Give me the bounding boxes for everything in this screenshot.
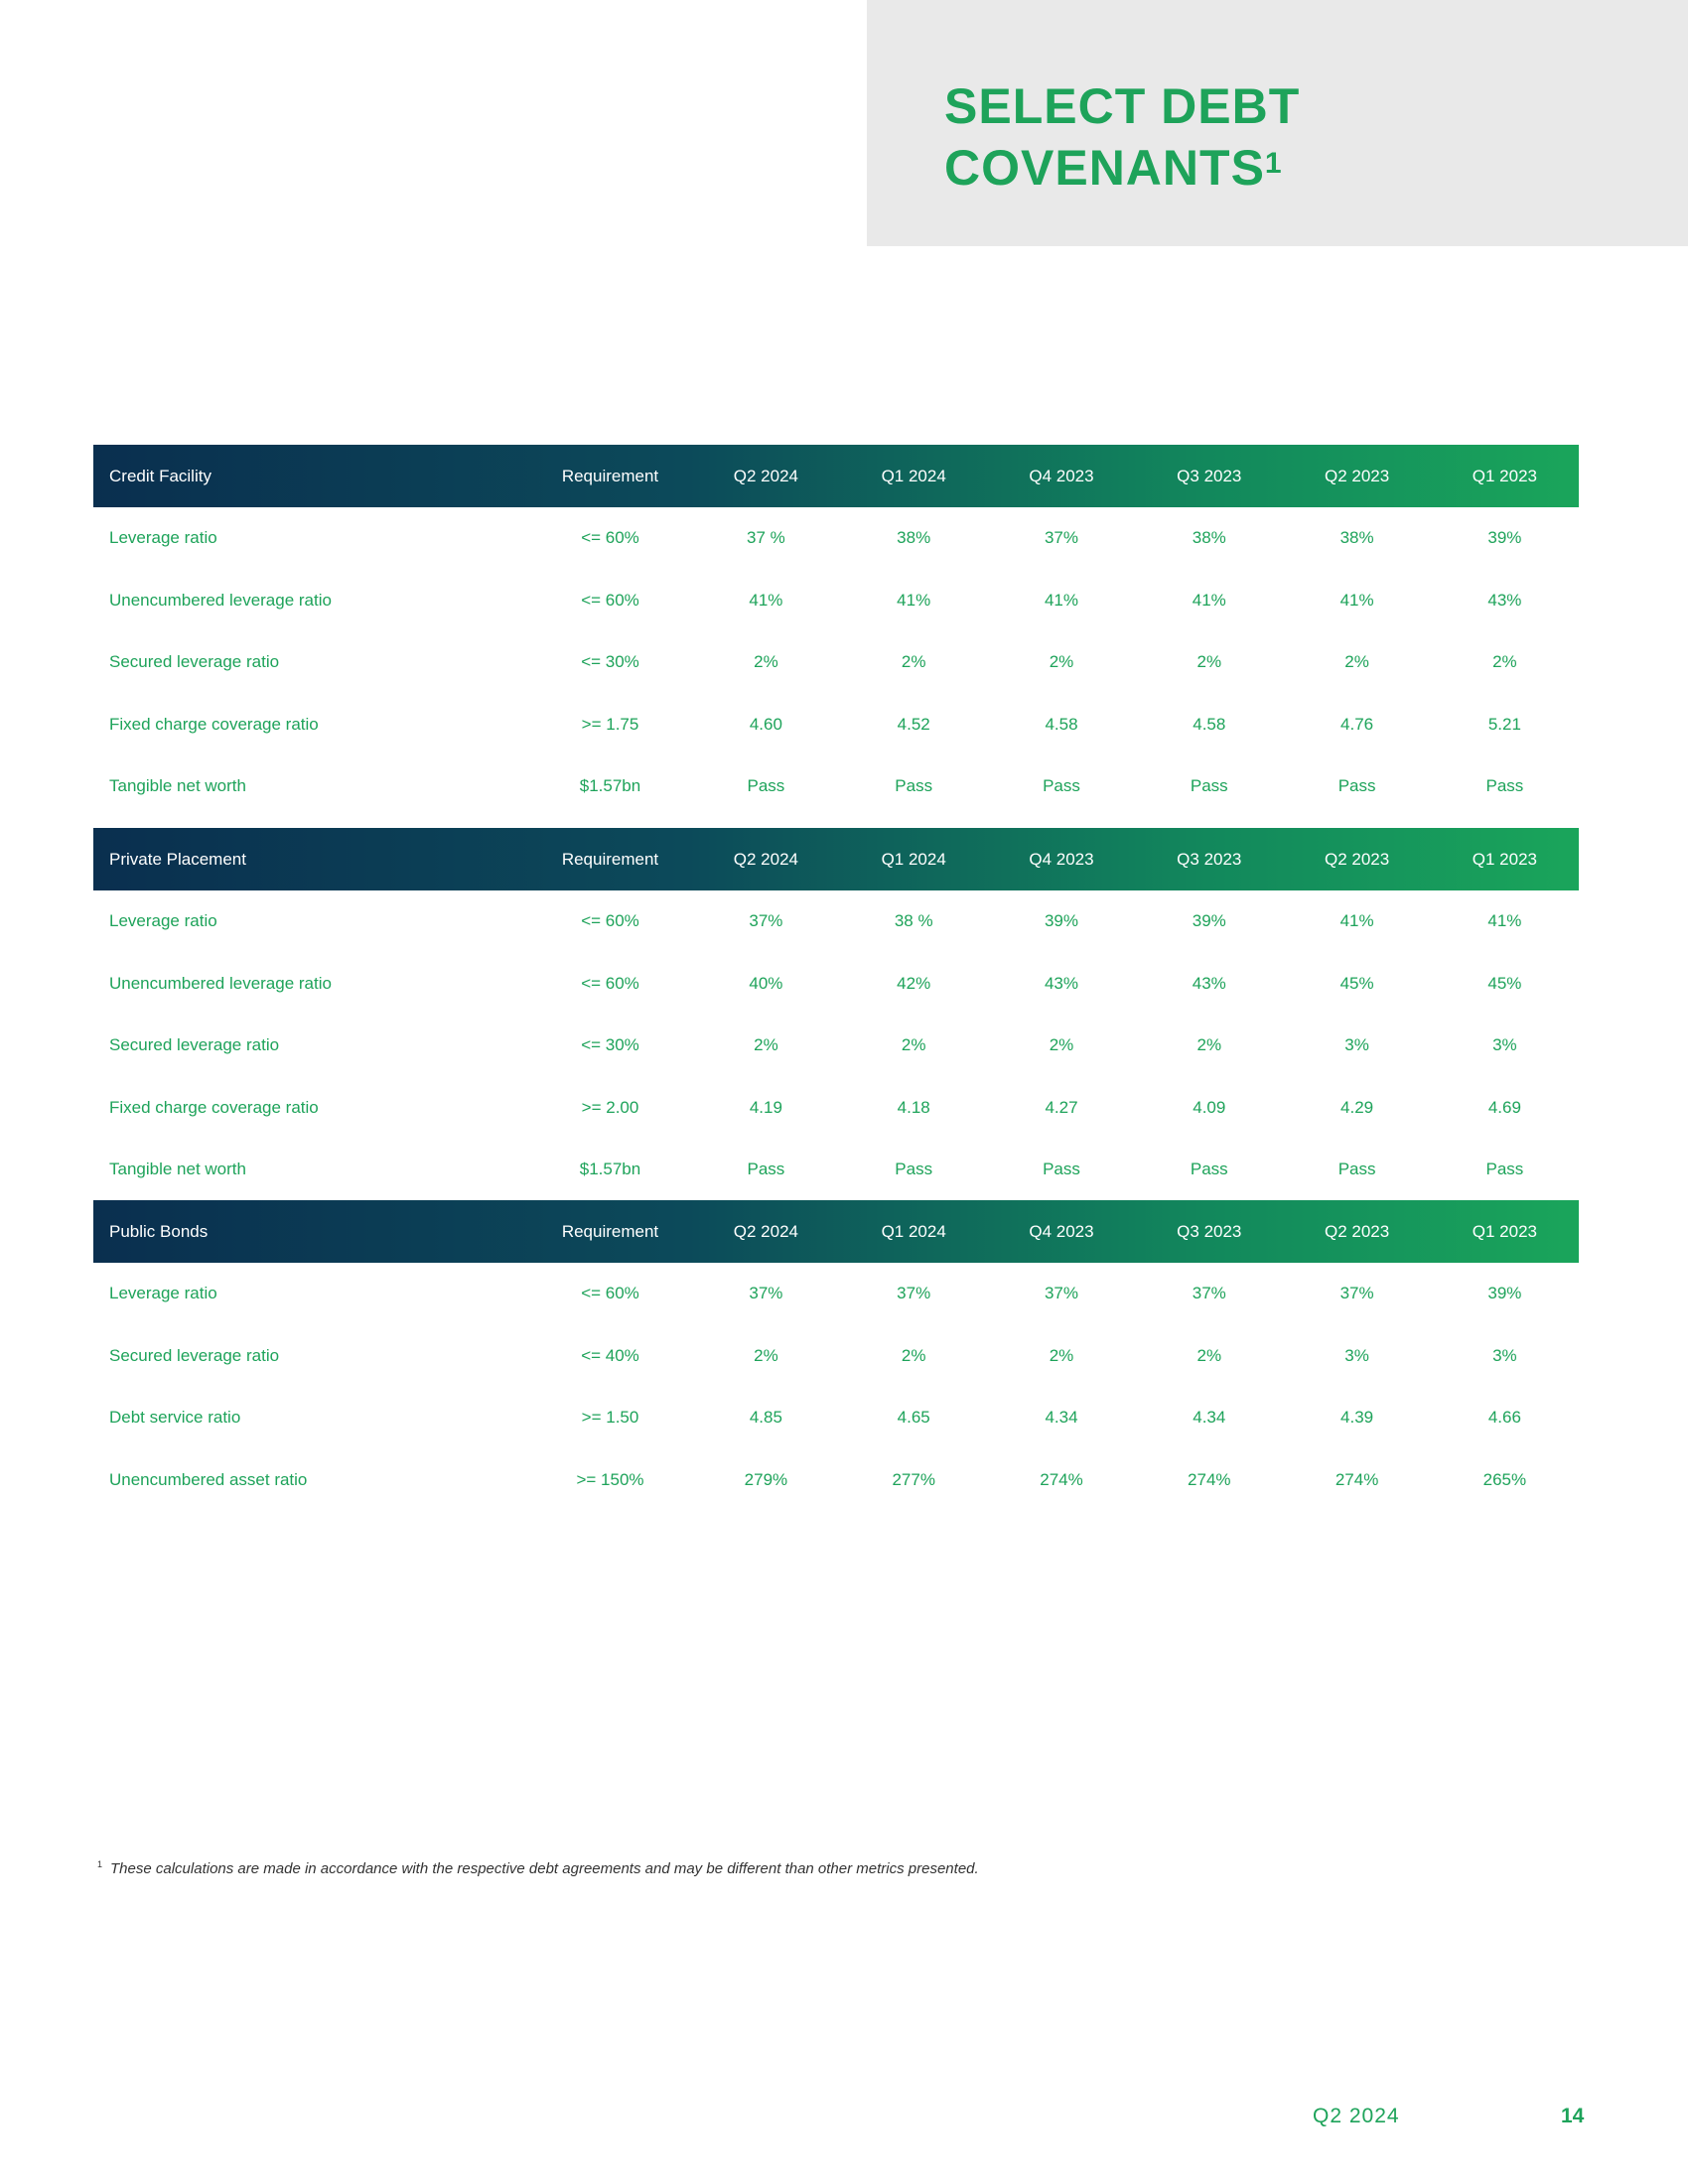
value-cell: 274% [1040, 1469, 1083, 1489]
value-cell: 38% [1192, 528, 1226, 548]
period-header: Q2 2023 [1324, 466, 1390, 485]
value-cell: 2% [1344, 652, 1369, 672]
credit-facility-table [93, 445, 1579, 818]
period-header: Q1 2024 [881, 1221, 946, 1241]
value-cell: 37% [1044, 1284, 1078, 1303]
period-header: Q4 2023 [1029, 466, 1094, 485]
row-label: Unencumbered asset ratio [109, 1469, 308, 1489]
period-header: Q1 2024 [881, 466, 946, 485]
value-cell: Pass [1485, 776, 1524, 796]
period-header: Q1 2023 [1472, 466, 1537, 485]
table-row [93, 755, 1579, 818]
requirement-cell: $1.57bn [579, 776, 641, 796]
value-cell: Pass [747, 1160, 785, 1179]
table-row [93, 1015, 1579, 1077]
value-cell: Pass [1337, 776, 1376, 796]
requirement-cell: <= 60% [581, 528, 639, 548]
value-cell: 4.66 [1487, 1408, 1521, 1428]
value-cell: 4.60 [749, 714, 782, 734]
row-label: Debt service ratio [109, 1408, 241, 1428]
period-header: Q3 2023 [1177, 466, 1242, 485]
value-cell: 3% [1344, 1345, 1369, 1365]
value-cell: 38% [897, 528, 931, 548]
requirement-cell: <= 30% [581, 1035, 639, 1055]
value-cell: 40% [749, 973, 783, 993]
value-cell: Pass [747, 776, 785, 796]
table-row [93, 1139, 1579, 1201]
value-cell: 45% [1487, 973, 1522, 993]
value-cell: 39% [1487, 528, 1522, 548]
requirement-header: Requirement [561, 849, 659, 869]
row-label: Unencumbered leverage ratio [109, 590, 332, 610]
value-cell: 2% [1196, 1345, 1222, 1365]
value-cell: 43% [1487, 590, 1522, 610]
value-cell: 2% [901, 652, 926, 672]
requirement-cell: >= 150% [576, 1469, 644, 1489]
title-line-2-text: COVENANTS [944, 140, 1265, 196]
table-header-row [93, 445, 1579, 507]
requirement-header: Requirement [561, 1221, 659, 1241]
requirement-cell: $1.57bn [579, 1160, 641, 1179]
period-header: Q2 2023 [1324, 849, 1390, 869]
value-cell: Pass [895, 1160, 933, 1179]
value-cell: 2% [901, 1345, 926, 1365]
period-header: Q4 2023 [1029, 849, 1094, 869]
value-cell: 274% [1188, 1469, 1231, 1489]
value-cell: 4.34 [1045, 1408, 1078, 1428]
value-cell: 4.09 [1193, 1097, 1226, 1117]
value-cell: 37% [749, 911, 783, 931]
value-cell: 37% [897, 1284, 931, 1303]
value-cell: 41% [749, 590, 783, 610]
table-header-row [93, 828, 1579, 890]
value-cell: 4.18 [897, 1097, 930, 1117]
value-cell: 37% [1339, 1284, 1374, 1303]
table-row [93, 890, 1579, 953]
value-cell: 4.85 [749, 1408, 782, 1428]
value-cell: 42% [897, 973, 931, 993]
value-cell: 2% [754, 1035, 778, 1055]
requirement-cell: <= 60% [581, 973, 639, 993]
value-cell: 4.65 [897, 1408, 930, 1428]
title-line-2 [944, 137, 1300, 199]
section-name: Private Placement [109, 849, 246, 869]
table-row [93, 1449, 1579, 1512]
value-cell: 2% [1196, 652, 1222, 672]
value-cell: 265% [1482, 1469, 1527, 1489]
value-cell: 39% [1487, 1284, 1522, 1303]
table-row [93, 631, 1579, 694]
value-cell: 39% [1192, 911, 1226, 931]
footer-period: Q2 2024 [1313, 2105, 1400, 2127]
value-cell: 38% [1339, 528, 1374, 548]
value-cell: 277% [892, 1469, 935, 1489]
page-number: 14 [1561, 2105, 1585, 2127]
footnote-text: These calculations are made in accordance with the respective debt agreements and may be different than other metrics presented. [110, 1860, 979, 1877]
section-name: Credit Facility [109, 466, 211, 485]
row-label: Secured leverage ratio [109, 1345, 280, 1365]
requirement-cell: <= 40% [581, 1345, 639, 1365]
value-cell: Pass [1043, 776, 1080, 796]
value-cell: 4.39 [1340, 1408, 1374, 1428]
requirement-cell: <= 30% [581, 652, 639, 672]
value-cell: Pass [1337, 1160, 1376, 1179]
value-cell: 41% [1339, 590, 1374, 610]
period-header: Q3 2023 [1177, 849, 1242, 869]
row-label: Secured leverage ratio [109, 1035, 280, 1055]
value-cell: Pass [1190, 1160, 1228, 1179]
period-header: Q2 2024 [733, 1221, 799, 1241]
value-cell: 2% [1492, 652, 1517, 672]
value-cell: 39% [1044, 911, 1078, 931]
value-cell: 37 % [747, 528, 785, 548]
requirement-cell: <= 60% [581, 911, 639, 931]
value-cell: 3% [1344, 1035, 1369, 1055]
value-cell: 41% [897, 590, 931, 610]
value-cell: 3% [1492, 1345, 1517, 1365]
value-cell: 4.52 [897, 714, 930, 734]
period-header: Q3 2023 [1177, 1221, 1242, 1241]
requirement-cell: <= 60% [581, 1284, 639, 1303]
row-label: Tangible net worth [109, 1160, 246, 1179]
period-header: Q4 2023 [1029, 1221, 1094, 1241]
row-label: Leverage ratio [109, 911, 217, 931]
public-bonds-table [93, 1200, 1579, 1511]
title-line-1: SELECT DEBT [944, 78, 1301, 134]
value-cell: 41% [1192, 590, 1226, 610]
value-cell: Pass [1190, 776, 1228, 796]
period-header: Q1 2023 [1472, 849, 1537, 869]
row-label: Leverage ratio [109, 1284, 217, 1303]
value-cell: 4.76 [1340, 714, 1374, 734]
value-cell: 2% [1196, 1035, 1222, 1055]
requirement-cell: >= 2.00 [581, 1097, 639, 1117]
value-cell: 38 % [894, 911, 933, 931]
section-name: Public Bonds [109, 1221, 209, 1241]
requirement-cell: >= 1.50 [581, 1408, 639, 1428]
table-row [93, 570, 1579, 632]
requirement-cell: <= 60% [581, 590, 639, 610]
value-cell: Pass [1043, 1160, 1080, 1179]
value-cell: 37% [1044, 528, 1078, 548]
table-row [93, 1325, 1579, 1388]
footnote-marker: 1 [97, 1859, 103, 1869]
value-cell: 5.21 [1487, 714, 1521, 734]
value-cell: 2% [1049, 1345, 1074, 1365]
value-cell: 2% [754, 1345, 778, 1365]
value-cell: 43% [1192, 973, 1226, 993]
row-label: Leverage ratio [109, 528, 217, 548]
value-cell: 2% [901, 1035, 926, 1055]
requirement-cell: >= 1.75 [581, 714, 639, 734]
footnote [97, 1859, 979, 1877]
value-cell: 41% [1487, 911, 1522, 931]
row-label: Secured leverage ratio [109, 652, 280, 672]
value-cell: 4.19 [749, 1097, 782, 1117]
value-cell: 4.29 [1340, 1097, 1374, 1117]
value-cell: 2% [1049, 652, 1074, 672]
value-cell: 41% [1339, 911, 1374, 931]
value-cell: 4.34 [1193, 1408, 1226, 1428]
private-placement-table [93, 828, 1579, 1201]
table-row [93, 1077, 1579, 1140]
table-row [93, 507, 1579, 570]
value-cell: Pass [895, 776, 933, 796]
period-header: Q2 2024 [733, 849, 799, 869]
period-header: Q2 2023 [1324, 1221, 1390, 1241]
value-cell: 43% [1044, 973, 1078, 993]
row-label: Tangible net worth [109, 776, 246, 796]
value-cell: 4.27 [1045, 1097, 1078, 1117]
value-cell: 41% [1044, 590, 1078, 610]
period-header: Q1 2023 [1472, 1221, 1537, 1241]
value-cell: 2% [1049, 1035, 1074, 1055]
table-header-row [93, 1200, 1579, 1263]
period-header: Q1 2024 [881, 849, 946, 869]
row-label: Unencumbered leverage ratio [109, 973, 332, 993]
value-cell: 4.69 [1487, 1097, 1521, 1117]
row-label: Fixed charge coverage ratio [109, 714, 319, 734]
value-cell: Pass [1485, 1160, 1524, 1179]
value-cell: 279% [744, 1469, 788, 1489]
value-cell: 4.58 [1193, 714, 1226, 734]
page-title [944, 75, 1300, 199]
title-footnote-marker: 1 [1264, 147, 1283, 180]
value-cell: 37% [1192, 1284, 1226, 1303]
value-cell: 2% [754, 652, 778, 672]
table-row [93, 694, 1579, 756]
table-row [93, 1263, 1579, 1325]
row-label: Fixed charge coverage ratio [109, 1097, 319, 1117]
value-cell: 3% [1492, 1035, 1517, 1055]
period-header: Q2 2024 [733, 466, 799, 485]
value-cell: 45% [1339, 973, 1374, 993]
value-cell: 37% [749, 1284, 783, 1303]
value-cell: 4.58 [1045, 714, 1078, 734]
requirement-header: Requirement [561, 466, 659, 485]
table-row [93, 953, 1579, 1016]
value-cell: 274% [1335, 1469, 1379, 1489]
table-row [93, 1387, 1579, 1449]
